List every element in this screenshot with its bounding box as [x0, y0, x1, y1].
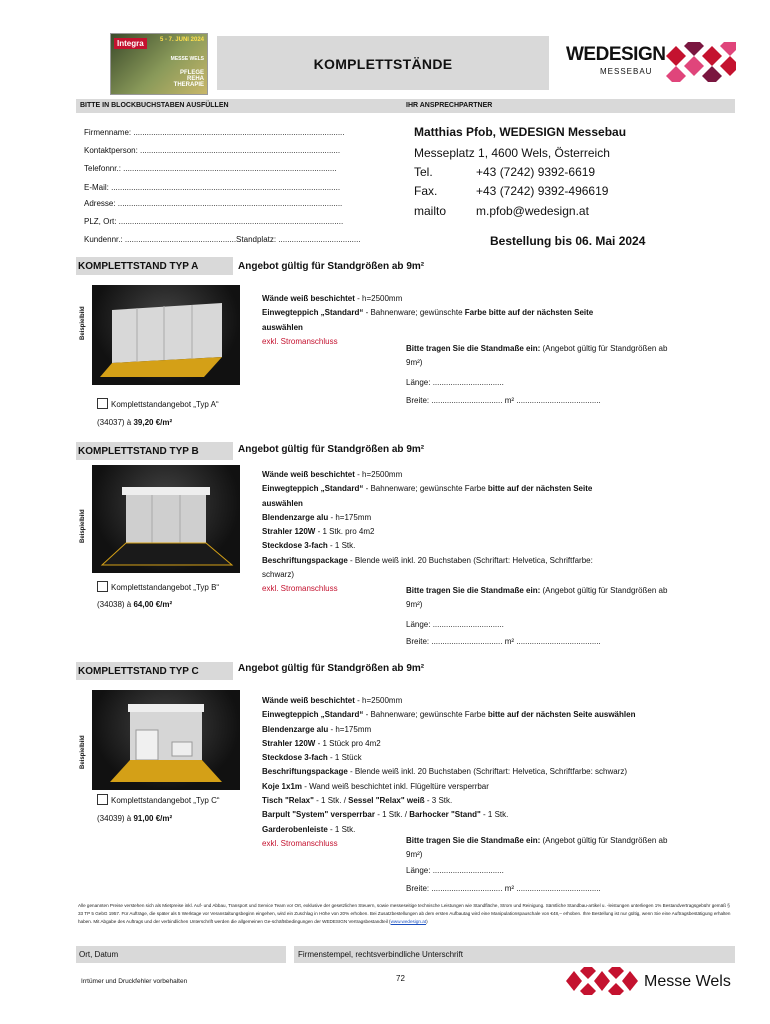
type-b-checkbox-row[interactable]	[97, 581, 219, 592]
type-b-laenge-field[interactable]: Länge: ................................	[406, 620, 504, 629]
integra-theme: PFLEGE REHA THERAPIE	[173, 70, 204, 88]
integra-brand: Integra	[114, 38, 147, 49]
signature-stamp-bar[interactable]	[294, 946, 735, 963]
type-c-breite-field[interactable]: Breite: ................................ m² ......................................	[406, 884, 601, 893]
messe-wels-wordmark: Messe Wels	[644, 973, 731, 990]
type-b-example-label: Beispielbild	[80, 509, 86, 543]
type-c-description: Wände weiß beschichtet - h=2500mm Einwegteppich „Standard“ - Bahnenware; gewünschte Farbe bitte auf der nächsten Seite auswählen Blendenzarge alu - h=175mm Strahler 120W - 1 Stück pro 4m2 Steckdose 3-fach - 1 Stück Beschriftungspackage - Blende weiß inkl. 20 Buchstaben (Schriftart: Helvetica, Schriftfarbe: schwarz) Koje 1x1m - Wand weiß beschichtet inkl. Flügeltüre versperrbar Tisch "Relax" - 1 Stk. / Sessel "Relax" weiß - 3 Stk. Barpult "System" versperrbar - 1 Stk. / Barhocker "Stand" - 1 Stk. Garderobenleiste - 1 Stk. exkl. Stromanschluss	[262, 696, 636, 848]
wedesign-logo	[566, 44, 736, 80]
type-a-laenge-field[interactable]: Länge: ................................	[406, 378, 504, 387]
form-header-right: IHR ANSPRECHPARTNER	[406, 102, 493, 109]
signature-place-date-bar[interactable]	[76, 946, 286, 963]
type-a-title: KOMPLETTSTAND TYP A	[78, 261, 199, 272]
field-email[interactable]: E-Mail: .......................................................................................................	[84, 183, 341, 192]
contact-mail-label: mailto	[414, 204, 447, 218]
type-b-breite-field[interactable]: Breite: ................................ m² ......................................	[406, 637, 601, 646]
type-b-stand-drawing	[92, 465, 240, 573]
field-adresse[interactable]: Adresse: .....................................................................................................	[84, 199, 343, 208]
contact-tel: +43 (7242) 9392-6619	[476, 165, 596, 179]
type-a-checkbox-label: Komplettstandangebot „Typ A“	[111, 400, 219, 409]
messe-wels-pattern-icon	[566, 967, 638, 995]
contact-tel-label: Tel.	[414, 165, 433, 179]
field-plz-ort[interactable]: PLZ, Ort: .....................................................................................................	[84, 217, 344, 226]
page-number: 72	[396, 974, 405, 983]
type-c-example-label: Beispielbild	[80, 735, 86, 769]
type-c-checkbox-row[interactable]	[97, 794, 220, 805]
type-a-stand-drawing	[92, 285, 240, 385]
type-c-checkbox[interactable]	[97, 794, 108, 805]
field-kundennr-standplatz[interactable]: Kundennr.: ..................................................Standplatz: .....................................	[84, 235, 361, 244]
type-c-offer: Angebot gültig für Standgrößen ab 9m²	[238, 663, 425, 674]
type-c-laenge-field[interactable]: Länge: ................................	[406, 866, 504, 875]
page-title-bar	[217, 36, 549, 90]
contact-name: Matthias Pfob, WEDESIGN Messebau	[414, 125, 627, 139]
type-a-stand-prompt: Bitte tragen Sie die Standmaße ein: (Angebot gültig für Standgrößen ab 9m²)	[406, 344, 668, 368]
form-header-left: BITTE IN BLOCKBUCHSTABEN AUSFÜLLEN	[80, 102, 229, 109]
type-a-example-label: Beispielbild	[80, 306, 86, 340]
signature-place-date-label: Ort, Datum	[79, 950, 119, 959]
type-c-title: KOMPLETTSTAND TYP C	[78, 666, 199, 677]
terms-link[interactable]: www.wedesign.at	[390, 919, 427, 924]
contact-fax-label: Fax.	[414, 184, 438, 198]
contact-mail-link[interactable]: m.pfob@wedesign.at	[476, 204, 589, 218]
type-a-description: Wände weiß beschichtet - h=2500mm Einwegteppich „Standard“ - Bahnenware; gewünschte Farbe bitte auf der nächsten Seite auswählen exkl. Stromanschluss	[262, 294, 594, 346]
page-title: KOMPLETTSTÄNDE	[313, 56, 453, 72]
type-a-example-image	[92, 285, 240, 385]
type-a-checkbox-row[interactable]	[97, 398, 219, 409]
type-a-price: 39,20 €/m²	[133, 418, 173, 427]
type-b-title-bar	[76, 442, 233, 460]
type-c-title-bar	[76, 662, 233, 680]
integra-date: 5 - 7. JUNI 2024	[159, 37, 204, 43]
type-b-offer: Angebot gültig für Standgrößen ab 9m²	[238, 444, 425, 455]
wedesign-pattern-icon	[666, 42, 736, 82]
type-b-title: KOMPLETTSTAND TYP B	[78, 446, 199, 457]
terms-fine-print: Alle genannten Preise verstehen sich als Mietpreise inkl. Auf- und Abbau, Transport und Service Team vor Ort, exklusive der gesetzlichen Steuern, sowie messeseitige technische Leistungen wie Standfläche, Strom und Reinigung. Sämtliche Standbau-artikel u. -leistungen unterliegen 1% Bestandvertragsgebühr gemäß § 33 TP 5 GebG 1957. Für Aufträge, die später als 5 Werktage vor Veranstaltungsbeginn eingehen, wird ein Zuschlag in Höhe von 20% erhoben. Bei Zusatzbestellungen ab dem ersten Aufbautag wird eine Manipulationspauschale von €48,– erhoben. Ihre Bestellung ist nur gültig, wenn Sie eine Auftragsbestätigung erhalten haben. Mit Abgabe des Auftrags und der verbindlichen Unterschrift werden die allgemeinen Ge-schäftsbedingungen der WEDESIGN Vertragsbestandteil (www.wedesign.at)	[78, 903, 731, 924]
type-a-checkbox[interactable]	[97, 398, 108, 409]
type-c-example-image	[92, 690, 240, 790]
footer-disclaimer: Irrtümer und Druckfehler vorbehalten	[81, 978, 188, 985]
wedesign-wordmark: WEDESIGN	[566, 44, 666, 65]
order-deadline: Bestellung bis 06. Mai 2024	[490, 234, 646, 248]
integra-event-logo	[110, 33, 208, 95]
type-b-price-row: (34038) à 64,00 €/m²	[97, 600, 173, 609]
signature-stamp-label: Firmenstempel, rechtsverbindliche Unterschrift	[298, 950, 463, 959]
type-a-breite-field[interactable]: Breite: ................................ m² ......................................	[406, 396, 601, 405]
type-c-price: 91,00 €/m²	[133, 814, 173, 823]
field-kontaktperson[interactable]: Kontaktperson: ..........................................................................................	[84, 146, 341, 155]
wedesign-subtitle: MESSEBAU	[600, 67, 653, 76]
type-c-checkbox-label: Komplettstandangebot „Typ C“	[111, 796, 220, 805]
type-a-offer: Angebot gültig für Standgrößen ab 9m²	[238, 261, 425, 272]
type-b-checkbox[interactable]	[97, 581, 108, 592]
type-a-price-row: (34037) à 39,20 €/m²	[97, 418, 173, 427]
type-c-price-row: (34039) à 91,00 €/m²	[97, 814, 173, 823]
integra-venue: MESSE WELS	[170, 56, 204, 62]
type-a-title-bar	[76, 257, 233, 275]
type-b-description: Wände weiß beschichtet - h=2500mm Einwegteppich „Standard“ - Bahnenware; gewünschte Farbe bitte auf der nächsten Seite auswählen Blendenzarge alu - h=175mm Strahler 120W - 1 Stk. pro 4m2 Steckdose 3-fach - 1 Stk. Beschriftungspackage - Blende weiß inkl. 20 Buchstaben (Schriftart: Helvetica, Schriftfarbe: schwarz) exkl. Stromanschluss	[262, 470, 593, 594]
messe-wels-logo	[566, 965, 736, 997]
contact-address: Messeplatz 1, 4600 Wels, Österreich	[414, 146, 610, 160]
type-b-stand-prompt: Bitte tragen Sie die Standmaße ein: (Angebot gültig für Standgrößen ab 9m²)	[406, 586, 668, 610]
type-b-checkbox-label: Komplettstandangebot „Typ B“	[111, 583, 220, 592]
field-firmenname[interactable]: Firmenname: ...............................................................................................	[84, 128, 345, 137]
form-header-bar	[76, 99, 735, 113]
type-c-stand-prompt: Bitte tragen Sie die Standmaße ein: (Angebot gültig für Standgrößen ab 9m²)	[406, 836, 668, 860]
contact-fax: +43 (7242) 9392-496619	[476, 184, 609, 198]
type-b-example-image	[92, 465, 240, 573]
type-c-stand-drawing	[92, 690, 240, 790]
type-b-price: 64,00 €/m²	[133, 600, 173, 609]
field-telefonnr[interactable]: Telefonnr.: ................................................................................................	[84, 164, 337, 173]
